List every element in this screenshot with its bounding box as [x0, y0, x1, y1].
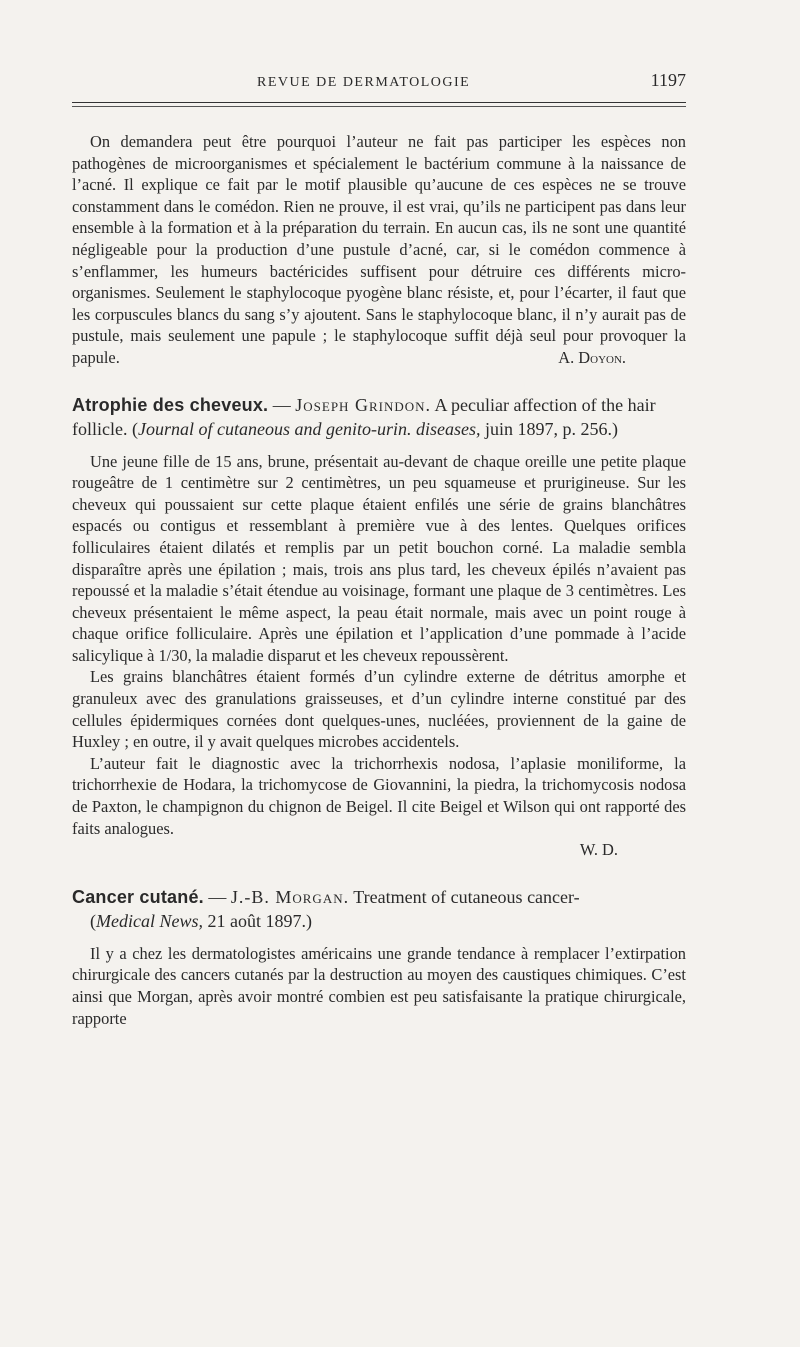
article2-dash: —: [203, 886, 231, 907]
article2-title: Treatment of cutaneous cancer-: [349, 886, 580, 907]
article2-paragraph: Il y a chez les dermatologistes américains une grande tendance à remplacer l’extirpation chirurgicale des cancers cutanés par la destruction au moyen des caustiques chimiques. C’est ainsi que Morgan, après avoir montré combien est peu satisfaisante la pratique chirurgicale, rapporte: [72, 943, 686, 1028]
article1-author: Joseph Grindon.: [295, 394, 431, 415]
intro-signature: [72, 347, 686, 369]
journal-page: [72, 70, 686, 1029]
article1-keyword: Atrophie des cheveux.: [72, 394, 269, 415]
running-title: REVUE DE DERMATOLOGIE: [257, 75, 471, 90]
article1-signature-text: W. D.: [579, 840, 618, 860]
article2-author: J.-B. Morgan.: [230, 886, 350, 907]
running-header: [72, 70, 686, 94]
header-rule: [72, 102, 686, 103]
intro-paragraph: On demandera peut être pourquoi l’auteur ne fait pas participer les espèces non pathogènes de microorganismes et spécialement le bactérium commune à la naissance de l’acné. Il explique ce fait par le motif plausible qu’aucune de ces espèces ne se trouve constamment dans le comédon. Rien ne prouve, il est vrai, qu’ils ne participent pas dans leur ensemble à la formation et à la préparation du terrain. En aucun cas, ils ne sont une quantité négligeable pour la production d’une pustule d’acné, car, si le comédon commence à s’enflammer, les humeurs bactéricides suffisent pour détruire ces différents micro-organismes. Seulement le staphylocoque pyogène blanc résiste, et, pour l’écarter, il faut que les corpuscules blancs du sang s’y ajoutent. Sans le staphylocoque blanc, il n’y aurait pas de pustule, mais seulement une papule ; le staphylocoque suffit déjà seul pour provoquer la papule.: [72, 132, 686, 367]
article1-source-open: (: [127, 418, 138, 439]
spacer: [72, 441, 686, 451]
article1-paragraph: Une jeune fille de 15 ans, brune, présentait au-devant de chaque oreille une petite plaque rougeâtre de 1 centimètre sur 2 centimètres, un peu squameuse et prurigineuse. Sur les cheveux qui poussaient sur cette plaque étaient enfilés une série de grains blanchâtres espacés ou contigus et ressemblant à première vue à des lentes. Quelques orifices folliculaires étaient dilatés et remplis par un petit bouchon corné. La maladie sembla disparaître après une épilation ; mais, trois ans plus tard, les cheveux épilés n’avaient pas repoussé et la maladie s’était étendue au voisinage, formant une plaque de 3 centimètres. Les cheveux présentaient le même aspect, la peau était normale, mais avec un point rouge à chaque orifice folliculaire. Après une épilation et l’application d’une pommade à l’acide salicylique à 1/30, la maladie disparut et les cheveux repoussèrent.: [72, 451, 686, 665]
article1-source: Journal of cutaneous and genito-urin. diseases,: [137, 418, 481, 439]
article2-heading: [72, 885, 686, 933]
header-rule-thin: [72, 106, 686, 107]
article1-title: A peculiar affection of the hair follicle.: [72, 394, 656, 439]
article1-signature: [72, 839, 686, 861]
article1-date: juin 1897, p. 256.): [480, 418, 618, 439]
page-number: 1197: [650, 70, 686, 90]
intro-section: [72, 131, 686, 369]
article1-paragraph: L’auteur fait le diagnostic avec la trichorrhexis nodosa, l’aplasie moniliforme, la trichorrhexie de Hodara, la trichomycose de Giovannini, la piedra, la trichomycosis nodosa de Paxton, le champignon du chignon de Beigel. Il cite Beigel et Wilson qui ont rapporté des faits analogues.: [72, 753, 686, 838]
intro-signature-text: A. Doyon.: [558, 347, 626, 367]
article2-source: Medical News,: [96, 910, 203, 931]
article2-date: 21 août 1897.): [202, 910, 312, 931]
article1-dash: —: [268, 394, 296, 415]
spacer: [72, 933, 686, 943]
article1-heading: [72, 393, 686, 441]
article2-keyword: Cancer cutané.: [72, 886, 204, 907]
article2-source-open: (: [90, 910, 96, 931]
article1-paragraph: Les grains blanchâtres étaient formés d’un cylindre externe de détritus amorphe et granuleux avec des granulations graisseuses, et d’un cylindre interne constitué par des cellules épidermiques cornées dont quelques-unes, nucléées, proviennent de la gaine de Huxley ; en outre, il y avait quelques microbes accidentels.: [72, 667, 686, 752]
